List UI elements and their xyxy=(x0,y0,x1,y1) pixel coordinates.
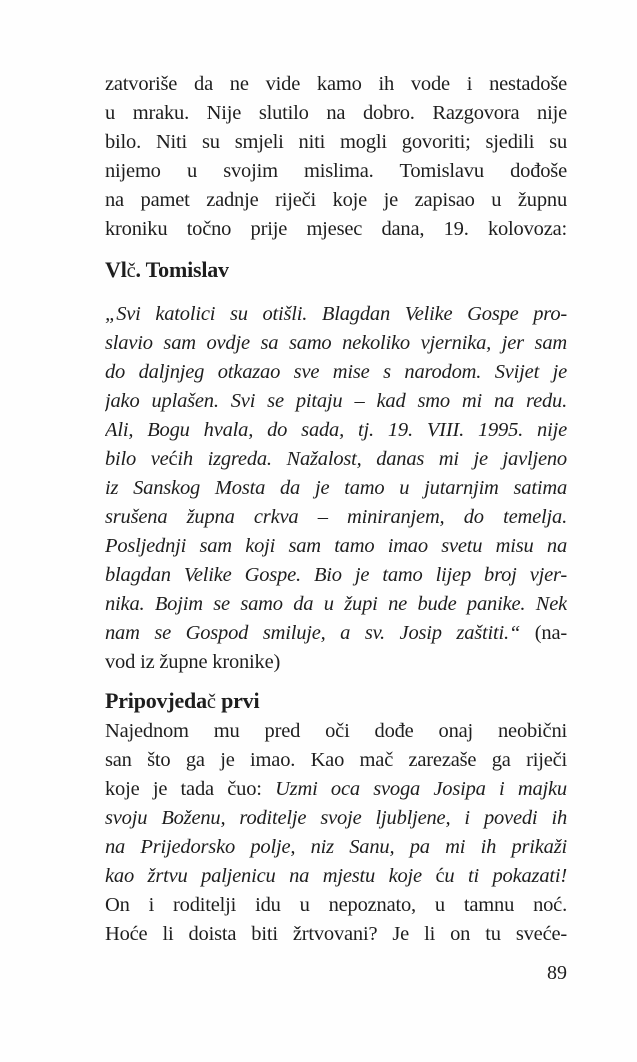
text-segment: blagdan Velike Gospe. Bio je tamo lijep broj vjer- xyxy=(105,564,567,586)
text-segment: . Tomislav xyxy=(135,257,229,282)
text-segment: (na- xyxy=(520,622,567,644)
text-line xyxy=(105,503,567,532)
text-line xyxy=(105,474,567,503)
text-segment: jako uplašen. Svi se pitaju – kad smo mi na redu. xyxy=(105,390,567,412)
text-segment: Hoće li doista biti žrtvovani? Je li on tu sveće- xyxy=(105,923,567,945)
text-line xyxy=(105,387,567,416)
text-segment: zatvoriše da ne vide kamo ih vode i nestadoše xyxy=(105,73,567,95)
text-line xyxy=(105,561,567,590)
text-line xyxy=(105,255,567,284)
text-line xyxy=(105,70,567,99)
text-segment: Ali, Bogu hvala, do sada, tj. 19. VIII. 1995. nije xyxy=(105,419,567,441)
text-line xyxy=(105,775,567,804)
text-line xyxy=(105,358,567,387)
text-segment: kao žrtvu paljenicu na mjestu koje xyxy=(105,865,436,887)
heading-vlc-tomislav xyxy=(105,255,567,284)
text-segment: Uzmi oca svoga Josipa i majku xyxy=(275,778,567,800)
text-line xyxy=(105,833,567,862)
text-segment: nijemo u svojim mislima. Tomislavu dođoše xyxy=(105,160,567,182)
text-segment: č xyxy=(206,691,216,713)
text-line xyxy=(105,445,567,474)
text-segment: svoju Boženu, roditelje svoje ljubljene, i povedi ih xyxy=(105,807,567,829)
text-line xyxy=(105,746,567,775)
text-line xyxy=(105,619,567,648)
text-segment: slavio sam ovdje sa samo nekoliko vjernika, jer sam xyxy=(105,332,567,354)
text-segment: nam se Gospod smiluje, a sv. Josip zaštiti.“ xyxy=(105,622,521,644)
heading-pripovjedac-prvi xyxy=(105,686,567,715)
text-line xyxy=(105,300,567,329)
page-number: 89 xyxy=(547,962,567,984)
text-segment: iz Sanskog Mosta da je tamo u jutarnjim satima xyxy=(105,477,567,499)
text-segment: koje je tada čuo: xyxy=(105,778,276,800)
text-line xyxy=(105,416,567,445)
text-segment: Posljednji sam koji sam tamo imao svetu misu na xyxy=(105,535,567,557)
text-segment: vod iz župne kronike) xyxy=(105,651,281,673)
text-line xyxy=(105,329,567,358)
text-segment: Vl xyxy=(105,257,127,282)
text-segment: do daljnjeg otkazao sve mise s narodom. Svijet je xyxy=(105,361,567,383)
text-segment: u ti pokazati! xyxy=(444,865,567,887)
text-segment: ć xyxy=(168,448,178,470)
text-line xyxy=(105,862,567,891)
text-segment: Najednom mu pred oči dođe onaj neobični xyxy=(105,720,567,742)
text-segment: srušena župna crkva – miniranjem, do temelja. xyxy=(105,506,567,528)
text-line xyxy=(105,215,567,244)
text-line xyxy=(105,157,567,186)
text-segment: u mraku. Nije slutilo na dobro. Razgovora nije xyxy=(105,102,567,124)
text-segment: na pamet zadnje riječi koje je zapisao u župnu xyxy=(105,189,567,211)
text-segment: Pripovjeda xyxy=(105,688,207,713)
text-segment: san što ga je imao. Kao mač zarezaše ga riječi xyxy=(105,749,567,771)
text-segment: na Prijedorsko polje, niz Sanu, pa mi ih prikaži xyxy=(105,836,567,858)
text-segment: On i roditelji idu u nepoznato, u tamnu noć. xyxy=(105,894,567,916)
text-segment: prvi xyxy=(215,688,260,713)
parish-chronicle-quote xyxy=(105,300,567,677)
text-line xyxy=(105,186,567,215)
text-line xyxy=(105,590,567,619)
narration-paragraph xyxy=(105,717,567,949)
text-segment: nika. Bojim se samo da u župi ne bude panike. Nek xyxy=(105,593,567,615)
text-line xyxy=(105,717,567,746)
text-line xyxy=(105,686,567,715)
page-text-block xyxy=(105,70,567,949)
text-line xyxy=(105,804,567,833)
text-line xyxy=(105,532,567,561)
opening-paragraph xyxy=(105,70,567,244)
text-segment: ć xyxy=(435,865,445,887)
text-line xyxy=(105,891,567,920)
text-segment: „Svi katolici su otišli. Blagdan Velike Gospe pro- xyxy=(105,303,567,325)
text-segment: kroniku točno prije mjesec dana, 19. kolovoza: xyxy=(105,218,567,240)
text-segment: bilo. Niti su smjeli niti mogli govoriti; sjedili su xyxy=(105,131,567,153)
text-segment: č xyxy=(126,260,136,282)
text-line xyxy=(105,648,567,677)
text-segment: ih izgreda. Nažalost, danas mi je javljeno xyxy=(177,448,567,470)
text-line xyxy=(105,99,567,128)
text-line xyxy=(105,128,567,157)
text-line xyxy=(105,920,567,949)
text-segment: bilo ve xyxy=(105,448,169,470)
